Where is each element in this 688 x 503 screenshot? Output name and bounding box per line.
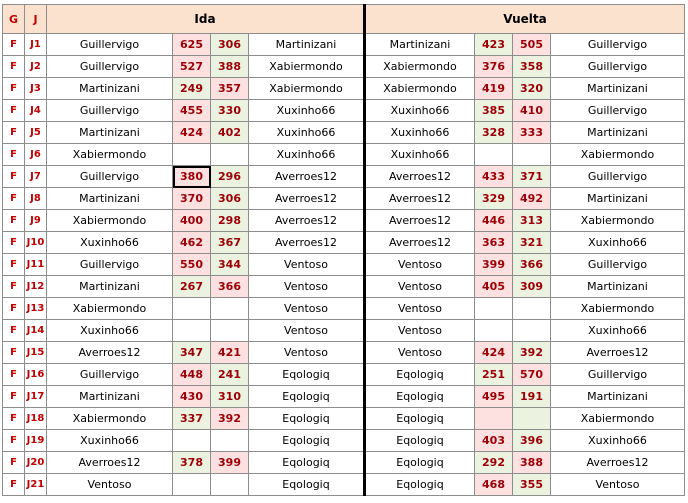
vuelta-home-team-cell[interactable]: Eqologiq [365, 430, 475, 452]
vuelta-home-score-cell[interactable]: 468 [475, 474, 513, 496]
vuelta-away-team-cell[interactable]: Averroes12 [551, 452, 685, 474]
vuelta-away-team-cell[interactable]: Martinizani [551, 122, 685, 144]
vuelta-away-score-cell[interactable]: 410 [513, 100, 551, 122]
ida-away-score-cell[interactable]: 306 [211, 34, 249, 56]
ida-home-team-cell[interactable]: Ventoso [47, 474, 173, 496]
ida-away-score-cell[interactable] [211, 298, 249, 320]
ida-away-team-cell[interactable]: Ventoso [249, 254, 365, 276]
table-row [3, 408, 685, 430]
vuelta-away-score-cell[interactable]: 313 [513, 210, 551, 232]
matchday-cell[interactable]: J4 [25, 100, 47, 122]
group-cell[interactable]: F [3, 386, 25, 408]
group-cell[interactable]: F [3, 452, 25, 474]
ida-away-team-cell[interactable]: Eqologiq [249, 430, 365, 452]
vuelta-home-team-cell[interactable]: Averroes12 [365, 210, 475, 232]
matchday-cell[interactable]: J7 [25, 166, 47, 188]
ida-away-score-cell[interactable] [211, 430, 249, 452]
table-row [3, 100, 685, 122]
vuelta-away-team-cell[interactable]: Guillervigo [551, 100, 685, 122]
table-row [3, 320, 685, 342]
ida-home-team-cell[interactable]: Guillervigo [47, 34, 173, 56]
ida-away-team-cell[interactable]: Ventoso [249, 342, 365, 364]
vuelta-home-score-cell[interactable]: 424 [475, 342, 513, 364]
ida-away-team-cell[interactable]: Eqologiq [249, 364, 365, 386]
table-row [3, 276, 685, 298]
group-cell[interactable]: F [3, 188, 25, 210]
group-cell[interactable]: F [3, 100, 25, 122]
ida-home-score-cell[interactable] [173, 474, 211, 496]
vuelta-home-team-cell[interactable]: Eqologiq [365, 386, 475, 408]
vuelta-home-team-cell[interactable]: Averroes12 [365, 232, 475, 254]
group-cell[interactable]: F [3, 430, 25, 452]
vuelta-home-team-cell[interactable]: Eqologiq [365, 408, 475, 430]
vuelta-home-team-cell[interactable]: Xabiermondo [365, 56, 475, 78]
group-cell[interactable]: F [3, 122, 25, 144]
vuelta-home-score-cell[interactable]: 403 [475, 430, 513, 452]
group-cell[interactable]: F [3, 408, 25, 430]
vuelta-away-team-cell[interactable]: Guillervigo [551, 364, 685, 386]
ida-away-team-cell[interactable]: Xuxinho66 [249, 100, 365, 122]
ida-home-score-cell[interactable]: 625 [173, 34, 211, 56]
matchday-cell[interactable]: J20 [25, 452, 47, 474]
vuelta-home-team-cell[interactable]: Eqologiq [365, 452, 475, 474]
vuelta-away-team-cell[interactable]: Xuxinho66 [551, 232, 685, 254]
table-row [3, 386, 685, 408]
ida-home-team-cell[interactable]: Martinizani [47, 276, 173, 298]
ida-away-score-cell[interactable]: 310 [211, 386, 249, 408]
vuelta-home-team-cell[interactable]: Xuxinho66 [365, 100, 475, 122]
matchday-cell[interactable]: J5 [25, 122, 47, 144]
ida-home-team-cell[interactable]: Xuxinho66 [47, 320, 173, 342]
group-cell[interactable]: F [3, 232, 25, 254]
table-row [3, 34, 685, 56]
ida-home-team-cell[interactable]: Guillervigo [47, 56, 173, 78]
table-row [3, 342, 685, 364]
ida-home-score-cell[interactable]: 455 [173, 100, 211, 122]
ida-home-team-cell[interactable]: Martinizani [47, 122, 173, 144]
table-row [3, 188, 685, 210]
ida-away-team-cell[interactable]: Eqologiq [249, 452, 365, 474]
ida-away-team-cell[interactable]: Averroes12 [249, 210, 365, 232]
vuelta-away-score-cell[interactable] [513, 144, 551, 166]
vuelta-home-score-cell[interactable]: 328 [475, 122, 513, 144]
vuelta-home-score-cell[interactable]: 376 [475, 56, 513, 78]
vuelta-away-team-cell[interactable]: Ventoso [551, 474, 685, 496]
ida-away-score-cell[interactable]: 421 [211, 342, 249, 364]
ida-home-score-cell[interactable] [173, 144, 211, 166]
vuelta-home-score-cell[interactable]: 423 [475, 34, 513, 56]
table-row [3, 452, 685, 474]
table-row [3, 56, 685, 78]
table-row [3, 254, 685, 276]
vuelta-away-score-cell[interactable]: 309 [513, 276, 551, 298]
ida-away-team-cell[interactable]: Averroes12 [249, 166, 365, 188]
vuelta-home-score-cell[interactable]: 446 [475, 210, 513, 232]
vuelta-home-team-cell[interactable]: Averroes12 [365, 166, 475, 188]
vuelta-away-team-cell[interactable]: Guillervigo [551, 254, 685, 276]
vuelta-away-score-cell[interactable]: 570 [513, 364, 551, 386]
vuelta-home-score-cell[interactable]: 495 [475, 386, 513, 408]
vuelta-home-team-cell[interactable]: Xuxinho66 [365, 144, 475, 166]
vuelta-home-team-cell[interactable]: Martinizani [365, 34, 475, 56]
vuelta-away-team-cell[interactable]: Averroes12 [551, 342, 685, 364]
table-row [3, 122, 685, 144]
vuelta-away-score-cell[interactable]: 396 [513, 430, 551, 452]
vuelta-away-score-cell[interactable] [513, 320, 551, 342]
ida-away-score-cell[interactable]: 399 [211, 452, 249, 474]
vuelta-home-team-cell[interactable]: Eqologiq [365, 474, 475, 496]
ida-away-score-cell[interactable]: 402 [211, 122, 249, 144]
ida-home-score-cell[interactable]: 430 [173, 386, 211, 408]
ida-home-team-cell[interactable]: Martinizani [47, 386, 173, 408]
ida-home-team-cell[interactable]: Xabiermondo [47, 408, 173, 430]
vuelta-home-score-cell[interactable] [475, 298, 513, 320]
ida-home-team-cell[interactable]: Xuxinho66 [47, 430, 173, 452]
ida-away-team-cell[interactable]: Ventoso [249, 298, 365, 320]
group-cell[interactable]: F [3, 78, 25, 100]
ida-header[interactable]: Ida [47, 5, 365, 34]
vuelta-away-score-cell[interactable]: 505 [513, 34, 551, 56]
matchday-header[interactable]: J [25, 5, 47, 34]
matchday-cell[interactable]: J15 [25, 342, 47, 364]
vuelta-home-team-cell[interactable]: Ventoso [365, 254, 475, 276]
group-cell[interactable]: F [3, 474, 25, 496]
group-cell[interactable]: F [3, 166, 25, 188]
vuelta-away-score-cell[interactable]: 392 [513, 342, 551, 364]
ida-home-team-cell[interactable]: Averroes12 [47, 452, 173, 474]
matchday-cell[interactable]: J19 [25, 430, 47, 452]
vuelta-home-score-cell[interactable]: 405 [475, 276, 513, 298]
ida-home-team-cell[interactable]: Martinizani [47, 188, 173, 210]
ida-away-team-cell[interactable]: Martinizani [249, 34, 365, 56]
vuelta-home-score-cell[interactable]: 292 [475, 452, 513, 474]
matchday-cell[interactable]: J17 [25, 386, 47, 408]
group-cell[interactable]: F [3, 342, 25, 364]
table-row [3, 232, 685, 254]
ida-away-team-cell[interactable]: Ventoso [249, 320, 365, 342]
matchday-cell[interactable]: J1 [25, 34, 47, 56]
ida-away-team-cell[interactable]: Xuxinho66 [249, 144, 365, 166]
vuelta-away-team-cell[interactable]: Martinizani [551, 276, 685, 298]
vuelta-away-team-cell[interactable]: Martinizani [551, 78, 685, 100]
ida-home-score-cell[interactable]: 370 [173, 188, 211, 210]
ida-away-score-cell[interactable]: 388 [211, 56, 249, 78]
matchday-cell[interactable]: J11 [25, 254, 47, 276]
vuelta-home-score-cell[interactable]: 399 [475, 254, 513, 276]
ida-home-team-cell[interactable]: Xabiermondo [47, 210, 173, 232]
ida-away-team-cell[interactable]: Xuxinho66 [249, 122, 365, 144]
header-row [3, 5, 685, 34]
table-row [3, 144, 685, 166]
ida-away-score-cell[interactable] [211, 144, 249, 166]
ida-home-team-cell[interactable]: Xuxinho66 [47, 232, 173, 254]
ida-away-team-cell[interactable]: Averroes12 [249, 232, 365, 254]
group-cell[interactable]: F [3, 254, 25, 276]
vuelta-away-team-cell[interactable]: Xabiermondo [551, 408, 685, 430]
group-cell[interactable]: F [3, 56, 25, 78]
vuelta-away-team-cell[interactable]: Martinizani [551, 386, 685, 408]
ida-home-team-cell[interactable]: Martinizani [47, 78, 173, 100]
ida-home-score-cell[interactable]: 550 [173, 254, 211, 276]
ida-away-score-cell[interactable]: 330 [211, 100, 249, 122]
vuelta-home-score-cell[interactable] [475, 144, 513, 166]
ida-away-score-cell[interactable]: 298 [211, 210, 249, 232]
matchday-cell[interactable]: J18 [25, 408, 47, 430]
matchday-cell[interactable]: J2 [25, 56, 47, 78]
ida-away-team-cell[interactable]: Ventoso [249, 276, 365, 298]
ida-home-score-cell[interactable]: 527 [173, 56, 211, 78]
vuelta-home-score-cell[interactable]: 385 [475, 100, 513, 122]
ida-away-team-cell[interactable]: Averroes12 [249, 188, 365, 210]
ida-home-score-cell[interactable]: 249 [173, 78, 211, 100]
table-row [3, 430, 685, 452]
ida-home-score-cell[interactable]: 347 [173, 342, 211, 364]
group-header[interactable]: G [3, 5, 25, 34]
matchday-cell[interactable]: J21 [25, 474, 47, 496]
vuelta-away-score-cell[interactable]: 191 [513, 386, 551, 408]
ida-away-score-cell[interactable]: 392 [211, 408, 249, 430]
vuelta-away-score-cell[interactable]: 358 [513, 56, 551, 78]
ida-home-score-cell[interactable]: 337 [173, 408, 211, 430]
matchday-cell[interactable]: J12 [25, 276, 47, 298]
vuelta-away-score-cell[interactable] [513, 408, 551, 430]
table-row [3, 364, 685, 386]
ida-away-team-cell[interactable]: Xabiermondo [249, 56, 365, 78]
table-row [3, 474, 685, 496]
vuelta-home-score-cell[interactable]: 251 [475, 364, 513, 386]
vuelta-home-team-cell[interactable]: Xuxinho66 [365, 122, 475, 144]
ida-away-team-cell[interactable]: Eqologiq [249, 386, 365, 408]
vuelta-home-team-cell[interactable]: Xabiermondo [365, 78, 475, 100]
vuelta-away-score-cell[interactable]: 321 [513, 232, 551, 254]
matchday-cell[interactable]: J3 [25, 78, 47, 100]
vuelta-home-score-cell[interactable]: 433 [475, 166, 513, 188]
ida-away-score-cell[interactable] [211, 474, 249, 496]
ida-home-team-cell[interactable]: Averroes12 [47, 342, 173, 364]
vuelta-away-score-cell[interactable]: 388 [513, 452, 551, 474]
ida-away-score-cell[interactable]: 344 [211, 254, 249, 276]
ida-home-team-cell[interactable]: Guillervigo [47, 100, 173, 122]
ida-away-team-cell[interactable]: Eqologiq [249, 408, 365, 430]
ida-home-score-cell[interactable]: 267 [173, 276, 211, 298]
vuelta-away-team-cell[interactable]: Xuxinho66 [551, 430, 685, 452]
vuelta-away-team-cell[interactable]: Xabiermondo [551, 144, 685, 166]
table-row [3, 78, 685, 100]
group-cell[interactable]: F [3, 34, 25, 56]
group-cell[interactable]: F [3, 210, 25, 232]
results-body [3, 34, 685, 496]
ida-away-team-cell[interactable]: Xabiermondo [249, 78, 365, 100]
ida-home-score-cell[interactable]: 400 [173, 210, 211, 232]
vuelta-home-score-cell[interactable]: 329 [475, 188, 513, 210]
results-spreadsheet [2, 4, 685, 496]
vuelta-home-team-cell[interactable]: Ventoso [365, 320, 475, 342]
matchday-cell[interactable]: J6 [25, 144, 47, 166]
ida-home-score-cell[interactable]: 462 [173, 232, 211, 254]
vuelta-home-score-cell[interactable]: 419 [475, 78, 513, 100]
group-cell[interactable]: F [3, 364, 25, 386]
ida-home-score-cell[interactable]: 424 [173, 122, 211, 144]
ida-home-score-cell[interactable] [173, 430, 211, 452]
vuelta-away-team-cell[interactable]: Martinizani [551, 188, 685, 210]
ida-home-score-cell[interactable]: 378 [173, 452, 211, 474]
vuelta-home-team-cell[interactable]: Averroes12 [365, 188, 475, 210]
vuelta-home-team-cell[interactable]: Ventoso [365, 276, 475, 298]
ida-away-score-cell[interactable]: 296 [211, 166, 249, 188]
vuelta-away-score-cell[interactable]: 320 [513, 78, 551, 100]
vuelta-away-team-cell[interactable]: Guillervigo [551, 34, 685, 56]
vuelta-home-score-cell[interactable] [475, 320, 513, 342]
group-cell[interactable]: F [3, 320, 25, 342]
vuelta-header[interactable]: Vuelta [365, 5, 685, 34]
group-cell[interactable]: F [3, 144, 25, 166]
ida-away-score-cell[interactable]: 241 [211, 364, 249, 386]
vuelta-home-team-cell[interactable]: Eqologiq [365, 364, 475, 386]
vuelta-away-team-cell[interactable]: Xabiermondo [551, 298, 685, 320]
ida-home-team-cell[interactable]: Xabiermondo [47, 144, 173, 166]
table-row [3, 166, 685, 188]
matchday-cell[interactable]: J10 [25, 232, 47, 254]
ida-home-score-cell[interactable] [173, 320, 211, 342]
matchday-cell[interactable]: J16 [25, 364, 47, 386]
vuelta-away-score-cell[interactable]: 366 [513, 254, 551, 276]
ida-away-score-cell[interactable]: 366 [211, 276, 249, 298]
vuelta-away-score-cell[interactable]: 492 [513, 188, 551, 210]
ida-home-team-cell[interactable]: Guillervigo [47, 254, 173, 276]
ida-away-score-cell[interactable]: 357 [211, 78, 249, 100]
vuelta-home-team-cell[interactable]: Ventoso [365, 342, 475, 364]
matchday-cell[interactable]: J8 [25, 188, 47, 210]
vuelta-away-team-cell[interactable]: Guillervigo [551, 56, 685, 78]
table-row [3, 298, 685, 320]
ida-home-score-cell[interactable]: 380 [173, 166, 211, 188]
ida-home-score-cell[interactable]: 448 [173, 364, 211, 386]
vuelta-away-score-cell[interactable]: 333 [513, 122, 551, 144]
matchday-cell[interactable]: J13 [25, 298, 47, 320]
vuelta-away-score-cell[interactable] [513, 298, 551, 320]
ida-home-team-cell[interactable]: Guillervigo [47, 166, 173, 188]
vuelta-home-score-cell[interactable]: 363 [475, 232, 513, 254]
vuelta-home-score-cell[interactable] [475, 408, 513, 430]
vuelta-away-score-cell[interactable]: 355 [513, 474, 551, 496]
ida-away-team-cell[interactable]: Eqologiq [249, 474, 365, 496]
ida-home-team-cell[interactable]: Guillervigo [47, 364, 173, 386]
vuelta-away-team-cell[interactable]: Xuxinho66 [551, 320, 685, 342]
group-cell[interactable]: F [3, 276, 25, 298]
ida-away-score-cell[interactable]: 367 [211, 232, 249, 254]
table-row [3, 210, 685, 232]
group-cell[interactable]: F [3, 298, 25, 320]
ida-away-score-cell[interactable]: 306 [211, 188, 249, 210]
vuelta-away-score-cell[interactable]: 371 [513, 166, 551, 188]
ida-away-score-cell[interactable] [211, 320, 249, 342]
vuelta-away-team-cell[interactable]: Xabiermondo [551, 210, 685, 232]
ida-home-team-cell[interactable]: Xabiermondo [47, 298, 173, 320]
ida-home-score-cell[interactable] [173, 298, 211, 320]
vuelta-away-team-cell[interactable]: Guillervigo [551, 166, 685, 188]
matchday-cell[interactable]: J9 [25, 210, 47, 232]
vuelta-home-team-cell[interactable]: Ventoso [365, 298, 475, 320]
matchday-cell[interactable]: J14 [25, 320, 47, 342]
